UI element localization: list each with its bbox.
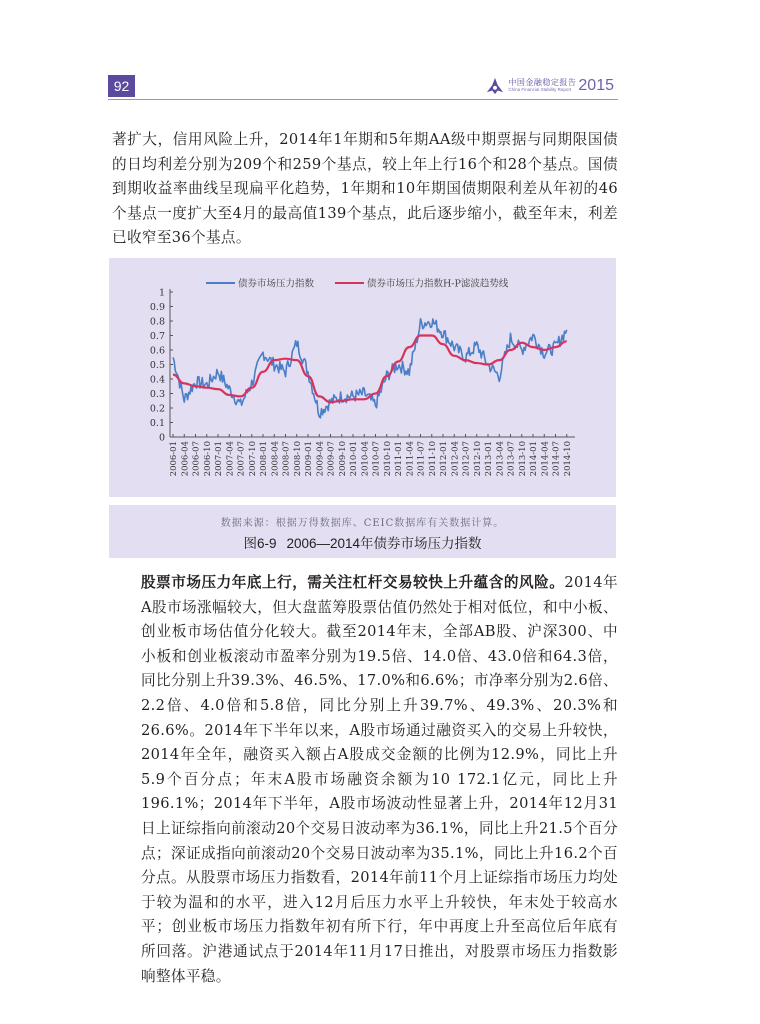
figure-title xyxy=(109,532,616,552)
figure-source-note: 数据来源：根据万得数据库、CEIC数据库有关数据计算。 xyxy=(220,518,505,529)
x-tick-label: 2009-01 xyxy=(304,441,314,477)
y-tick-label: 1 xyxy=(158,287,165,299)
x-tick-label: 2014-10 xyxy=(562,441,573,477)
body-paragraph-2 xyxy=(112,571,618,989)
y-tick-label: 0 xyxy=(158,432,165,444)
x-tick-label: 2011-04 xyxy=(405,441,416,477)
page-number: 92 xyxy=(108,75,135,97)
y-tick-label: 0.2 xyxy=(149,403,165,415)
y-tick-label: 0.9 xyxy=(149,302,165,313)
x-tick-label: 2012-10 xyxy=(472,441,483,477)
x-tick-label: 2013-07 xyxy=(506,441,517,477)
brand-title-cn: 中国金融稳定报告 xyxy=(508,78,577,88)
x-tick-label: 2006-07 xyxy=(191,441,202,477)
header-divider xyxy=(108,99,618,100)
x-tick-label: 2008-01 xyxy=(259,441,269,477)
paragraph-body: 2014年A股市场涨幅较大，但大盘蓝筹股票估值仍然处于相对低位，和中小板、创业板市场估值分化较大。截至2014年末，全部AB股、沪深300、中小板和创业板滚动市盈率分别为19.5倍、14.0倍、43.0倍和64.3倍，同比分别上升39.3%、46.5%、17.0%和6.6%；市净率分别为2.6倍、2.2倍、4.0倍和5.8倍，同比分别上升39.7%、49.3%、20.3%和26.6%。2014年下半年以来，A股市场通过融资买入的交易上升较快，2014年全年，融资买入额占A股成交金额的比例为12.9%，同比上升5.9个百分点；年末A股市场融资余额为10 172.1亿元，同比上升196.1%；2014年下半年，A股市场波动性显著上升，2014年12月31日上证综指向前滚动20个交易日波动率为36.1%，同比上升21.5个百分点；深证成指向前滚动20个交易日波动率为35.1%，同比上升16.2个百分点。从股票市场压力指数看，2014年前11个月上证综指市场压力均处于较为温和的水平，进入12月后压力水平上升较快，年末处于较高水平；创业板市场压力指数年初有所下行，年中再度上升至高位后年底有所回落。沪港通试点于2014年11月17日推出，对股票市场压力指数影响整体平稳。 xyxy=(141,574,619,985)
x-tick-label: 2011-07 xyxy=(416,441,427,477)
y-tick-label: 0.1 xyxy=(149,418,165,429)
legend-label-trend: 债券市场压力指数H-P滤波趋势线 xyxy=(367,278,509,290)
paragraph-text xyxy=(112,571,618,989)
brand-title-en: China Financial Stability Report xyxy=(508,87,572,93)
legend-label-index: 债券市场压力指数 xyxy=(238,278,315,290)
x-tick-label: 2007-07 xyxy=(236,441,247,477)
x-tick-label: 2011-01 xyxy=(394,441,404,477)
y-tick-label: 0.3 xyxy=(149,389,165,400)
x-tick-label: 2013-04 xyxy=(495,441,506,477)
brand-text xyxy=(508,79,576,93)
y-tick-label: 0.8 xyxy=(149,316,165,328)
paragraph-lead: 股票市场压力年底上行，需关注杠杆交易较快上升蕴含的风险。 xyxy=(141,574,565,591)
x-tick-label: 2014-04 xyxy=(540,441,551,477)
report-logo-icon xyxy=(486,77,504,95)
x-tick-label: 2007-04 xyxy=(225,441,236,477)
x-tick-label: 2008-04 xyxy=(270,441,281,477)
x-tick-label: 2012-04 xyxy=(450,441,461,477)
x-tick-label: 2014-01 xyxy=(529,441,539,477)
brand-year: 2015 xyxy=(578,77,614,94)
figure-title-text: 2006—2014年债券市场压力指数 xyxy=(286,536,482,551)
x-tick-label: 2009-07 xyxy=(326,441,337,477)
y-tick-label: 0.4 xyxy=(149,374,165,386)
x-tick-label: 2010-07 xyxy=(371,441,382,477)
page-header xyxy=(108,74,618,100)
x-tick-label: 2009-04 xyxy=(315,441,326,477)
x-tick-label: 2007-10 xyxy=(247,441,258,477)
x-tick-label: 2010-01 xyxy=(349,441,359,477)
paragraph-text: 著扩大，信用风险上升，2014年1年期和5年期AA级中期票据与同期限国债的日均利差分别为209个和259个基点，较上年上行16个和28个基点。国债到期收益率曲线呈现扁平化趋势，1年期和10年期国债期限利差从年初的46个基点一度扩大至4月的最高值139个基点，此后逐步缩小，截至年末，利差已收窄至36个基点。 xyxy=(112,131,618,247)
x-tick-label: 2010-10 xyxy=(382,441,393,477)
y-tick-label: 0.6 xyxy=(149,345,165,357)
x-tick-label: 2013-10 xyxy=(517,441,528,477)
figure-number: 图6-9 xyxy=(243,536,277,551)
x-tick-label: 2008-10 xyxy=(292,441,303,477)
y-tick-label: 0.7 xyxy=(149,331,165,342)
x-tick-label: 2013-01 xyxy=(484,441,494,477)
body-paragraph-1 xyxy=(112,128,618,251)
x-tick-label: 2008-07 xyxy=(281,441,292,477)
x-tick-label: 2012-07 xyxy=(461,441,472,477)
x-tick-label: 2007-01 xyxy=(214,441,224,477)
bond-market-pressure-chart xyxy=(109,258,616,497)
x-tick-label: 2009-10 xyxy=(337,441,348,477)
x-tick-label: 2006-10 xyxy=(202,441,213,477)
report-brand xyxy=(486,74,614,98)
x-tick-label: 2006-01 xyxy=(169,441,179,477)
x-tick-label: 2010-04 xyxy=(360,441,371,477)
x-tick-label: 2012-01 xyxy=(439,441,449,477)
x-tick-label: 2014-07 xyxy=(551,441,562,477)
series-line-index xyxy=(173,319,567,418)
figure-chart-panel xyxy=(109,258,616,497)
x-tick-label: 2011-10 xyxy=(427,441,438,477)
x-tick-label: 2006-04 xyxy=(180,441,191,477)
y-tick-label: 0.5 xyxy=(149,360,165,371)
figure-caption-panel xyxy=(109,505,616,558)
